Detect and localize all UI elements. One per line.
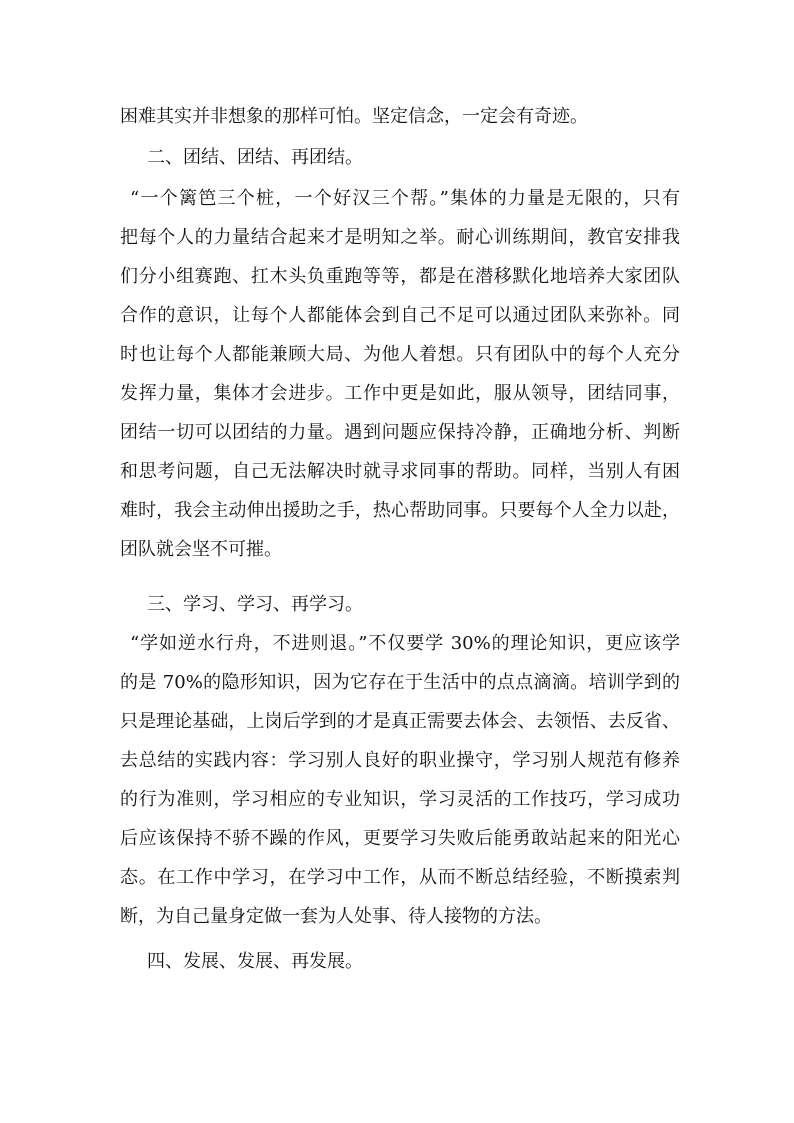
paragraph-line: 只是理论基础，上岗后学到的才是真正需要去体会、去领悟、去反省、 (120, 711, 680, 732)
paragraph-line: 的是 70%的隐形知识，因为它存在于生活中的点点滴滴。培训学到的 (120, 672, 680, 693)
paragraph-line: “学如逆水行舟，不进则退。”不仅要学 30%的理论知识，更应该学 (130, 633, 680, 654)
section-heading-3: 三、学习、学习、再学习。 (147, 594, 363, 615)
paragraph-line: 团结一切可以团结的力量。遇到问题应保持冷静，正确地分析、判断 (120, 422, 680, 443)
paragraph-line: 去总结的实践内容：学习别人良好的职业操守，学习别人规范有修养 (120, 750, 680, 771)
paragraph-line: 发挥力量，集体才会进步。工作中更是如此，服从领导，团结同事， (120, 383, 680, 404)
paragraph-line: 和思考问题，自己无法解决时就寻求同事的帮助。同样，当别人有困 (120, 461, 680, 482)
paragraph-line: 把每个人的力量结合起来才是明知之举。耐心训练期间，教官安排我 (120, 227, 680, 248)
section-heading-2: 二、团结、团结、再团结。 (147, 147, 363, 168)
paragraph-line: 合作的意识，让每个人都能体会到自己不足可以通过团队来弥补。同 (120, 305, 680, 326)
paragraph-line: 困难其实并非想象的那样可怕。坚定信念，一定会有奇迹。 (120, 106, 588, 127)
paragraph-line: 难时，我会主动伸出援助之手，热心帮助同事。只要每个人全力以赴， (120, 500, 680, 521)
paragraph-line: 团队就会坚不可摧。 (120, 539, 282, 560)
paragraph-line: 断，为自己量身定做一套为人处事、待人接物的方法。 (120, 906, 552, 927)
paragraph-line: 时也让每个人都能兼顾大局、为他人着想。只有团队中的每个人充分 (120, 344, 680, 365)
paragraph-line: “一个篱笆三个桩，一个好汉三个帮。”集体的力量是无限的，只有 (130, 188, 680, 209)
paragraph-line: 后应该保持不骄不躁的作风，更要学习失败后能勇敢站起来的阳光心 (120, 828, 680, 849)
paragraph-line: 态。在工作中学习，在学习中工作，从而不断总结经验，不断摸索判 (120, 867, 680, 888)
paragraph-line: 的行为准则，学习相应的专业知识，学习灵活的工作技巧，学习成功 (120, 789, 680, 810)
paragraph-line: 们分小组赛跑、扛木头负重跑等等，都是在潜移默化地培养大家团队 (120, 266, 680, 287)
section-heading-4: 四、发展、发展、再发展。 (147, 951, 363, 972)
